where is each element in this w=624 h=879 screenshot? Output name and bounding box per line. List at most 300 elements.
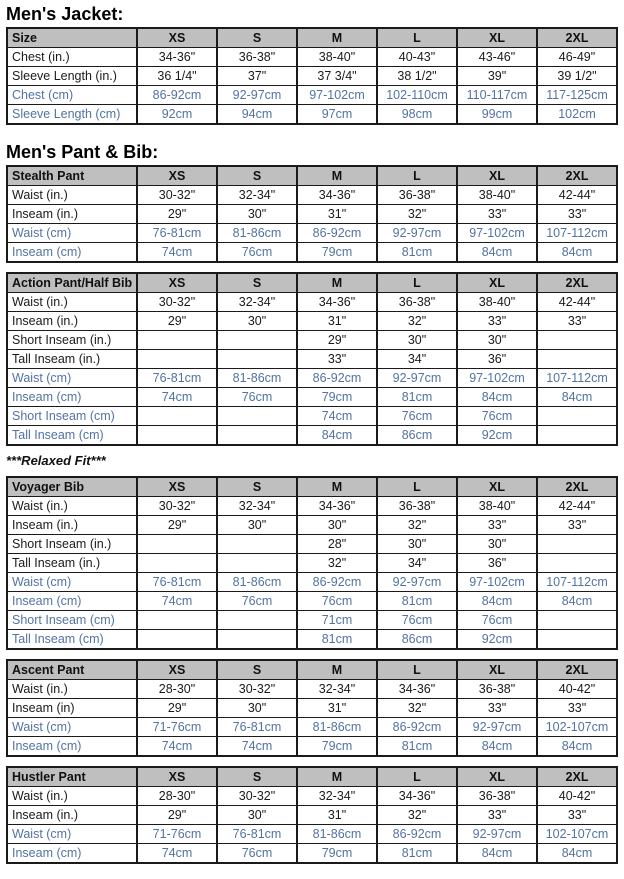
value-cell (217, 554, 297, 573)
value-cell: 92cm (137, 105, 217, 125)
value-cell: 28" (297, 535, 377, 554)
row-label: Tall Inseam (cm) (7, 630, 137, 650)
row-label: Waist (cm) (7, 573, 137, 592)
row-label: Sleeve Length (in.) (7, 67, 137, 86)
header-row (7, 273, 617, 293)
value-cell: 33" (457, 806, 537, 825)
value-cell: 76-81cm (137, 369, 217, 388)
table-title-cell: Action Pant/Half Bib (7, 273, 137, 293)
value-cell: 76-81cm (137, 573, 217, 592)
value-cell: 32-34" (217, 497, 297, 516)
value-cell: 34-36" (297, 497, 377, 516)
value-cell: 29" (137, 516, 217, 535)
row-label: Waist (cm) (7, 224, 137, 243)
value-cell (537, 611, 617, 630)
value-cell: 84cm (457, 844, 537, 864)
table-row (7, 497, 617, 516)
table-row (7, 787, 617, 806)
value-cell: 84cm (457, 737, 537, 757)
value-cell: 81-86cm (217, 224, 297, 243)
value-cell: 92-97cm (377, 369, 457, 388)
value-cell: 34-36" (137, 48, 217, 67)
value-cell: 31" (297, 806, 377, 825)
value-cell: 36" (457, 350, 537, 369)
row-label: Chest (cm) (7, 86, 137, 105)
value-cell: 74cm (297, 407, 377, 426)
size-column-header-s: S (217, 273, 297, 293)
size-column-header-m: M (297, 273, 377, 293)
table-row (7, 573, 617, 592)
relaxed-fit-note: ***Relaxed Fit*** (6, 453, 106, 468)
section-title: Men's Jacket: (6, 4, 124, 24)
value-cell: 76cm (217, 388, 297, 407)
size-column-header-l: L (377, 273, 457, 293)
value-cell: 84cm (537, 388, 617, 407)
row-label: Inseam (in.) (7, 312, 137, 331)
value-cell: 86cm (377, 426, 457, 446)
size-column-header-s: S (217, 767, 297, 787)
value-cell: 92-97cm (457, 825, 537, 844)
value-cell: 38-40" (457, 497, 537, 516)
row-label: Inseam (in.) (7, 516, 137, 535)
value-cell: 29" (137, 312, 217, 331)
row-label: Inseam (in.) (7, 806, 137, 825)
row-label: Short Inseam (cm) (7, 611, 137, 630)
value-cell: 102-107cm (537, 825, 617, 844)
value-cell: 32" (377, 205, 457, 224)
value-cell (537, 407, 617, 426)
value-cell: 29" (297, 331, 377, 350)
value-cell: 81-86cm (297, 718, 377, 737)
value-cell (137, 611, 217, 630)
table-row (7, 369, 617, 388)
size-column-header-s: S (217, 28, 297, 48)
value-cell: 30-32" (137, 293, 217, 312)
table-row (7, 680, 617, 699)
value-cell: 86-92cm (297, 224, 377, 243)
value-cell: 42-44" (537, 293, 617, 312)
size-column-header-m: M (297, 477, 377, 497)
row-label: Short Inseam (in.) (7, 535, 137, 554)
value-cell: 31" (297, 699, 377, 718)
value-cell: 79cm (297, 243, 377, 263)
size-column-header-xs: XS (137, 767, 217, 787)
value-cell (537, 331, 617, 350)
size-column-header-xs: XS (137, 166, 217, 186)
value-cell (217, 630, 297, 650)
size-column-header-xl: XL (457, 767, 537, 787)
value-cell (217, 331, 297, 350)
value-cell: 33" (457, 699, 537, 718)
value-cell: 97cm (297, 105, 377, 125)
value-cell: 97-102cm (457, 224, 537, 243)
row-label: Short Inseam (cm) (7, 407, 137, 426)
value-cell: 74cm (137, 737, 217, 757)
value-cell: 84cm (537, 737, 617, 757)
size-column-header-xs: XS (137, 477, 217, 497)
value-cell: 71cm (297, 611, 377, 630)
value-cell: 29" (137, 699, 217, 718)
value-cell: 40-42" (537, 680, 617, 699)
value-cell: 71-76cm (137, 718, 217, 737)
size-column-header-xs: XS (137, 273, 217, 293)
value-cell: 81cm (297, 630, 377, 650)
value-cell: 81cm (377, 592, 457, 611)
value-cell: 36-38" (457, 787, 537, 806)
size-column-header-l: L (377, 28, 457, 48)
row-label: Waist (cm) (7, 718, 137, 737)
row-label: Inseam (cm) (7, 592, 137, 611)
size-table-stealth-pant (6, 165, 618, 263)
value-cell: 76-81cm (137, 224, 217, 243)
size-column-header-m: M (297, 28, 377, 48)
value-cell: 74cm (217, 737, 297, 757)
table-row (7, 825, 617, 844)
header-row (7, 660, 617, 680)
value-cell: 79cm (297, 388, 377, 407)
table-title-cell: Stealth Pant (7, 166, 137, 186)
value-cell: 107-112cm (537, 369, 617, 388)
value-cell (217, 350, 297, 369)
value-cell: 29" (137, 205, 217, 224)
value-cell: 84cm (537, 243, 617, 263)
value-cell: 34-36" (297, 293, 377, 312)
value-cell: 86-92cm (377, 825, 457, 844)
value-cell: 30-32" (137, 497, 217, 516)
row-label: Waist (in.) (7, 680, 137, 699)
table-row (7, 535, 617, 554)
row-label: Inseam (in.) (7, 205, 137, 224)
value-cell: 117-125cm (537, 86, 617, 105)
value-cell: 30" (217, 516, 297, 535)
value-cell: 40-42" (537, 787, 617, 806)
value-cell: 92-97cm (457, 718, 537, 737)
value-cell: 39" (457, 67, 537, 86)
value-cell: 36-38" (377, 497, 457, 516)
value-cell (137, 407, 217, 426)
value-cell: 30-32" (217, 787, 297, 806)
row-label: Waist (in.) (7, 186, 137, 205)
value-cell: 32" (377, 806, 457, 825)
value-cell: 33" (537, 312, 617, 331)
value-cell: 81cm (377, 737, 457, 757)
value-cell: 92-97cm (377, 573, 457, 592)
value-cell: 94cm (217, 105, 297, 125)
row-label: Inseam (cm) (7, 243, 137, 263)
size-column-header-s: S (217, 660, 297, 680)
row-label: Tall Inseam (in.) (7, 350, 137, 369)
value-cell: 32" (377, 699, 457, 718)
table-row (7, 806, 617, 825)
row-label: Inseam (in) (7, 699, 137, 718)
value-cell: 32" (377, 516, 457, 535)
value-cell: 92cm (457, 426, 537, 446)
size-column-header-2xl: 2XL (537, 767, 617, 787)
value-cell: 74cm (137, 243, 217, 263)
value-cell: 33" (537, 806, 617, 825)
value-cell (137, 554, 217, 573)
row-label: Waist (in.) (7, 293, 137, 312)
row-label: Tall Inseam (in.) (7, 554, 137, 573)
size-table-action-pant-half-bib (6, 272, 618, 446)
value-cell: 30-32" (217, 680, 297, 699)
value-cell: 86-92cm (137, 86, 217, 105)
value-cell: 34-36" (297, 186, 377, 205)
size-column-header-s: S (217, 166, 297, 186)
value-cell: 43-46" (457, 48, 537, 67)
value-cell: 34-36" (377, 680, 457, 699)
value-cell: 86cm (377, 630, 457, 650)
value-cell: 38-40" (457, 293, 537, 312)
value-cell: 76-81cm (217, 718, 297, 737)
value-cell: 38-40" (457, 186, 537, 205)
value-cell: 33" (537, 699, 617, 718)
value-cell: 76cm (457, 611, 537, 630)
value-cell: 76cm (457, 407, 537, 426)
size-table-voyager-bib (6, 476, 618, 650)
size-column-header-2xl: 2XL (537, 273, 617, 293)
value-cell: 86-92cm (297, 573, 377, 592)
value-cell (217, 407, 297, 426)
value-cell: 33" (457, 205, 537, 224)
value-cell: 84cm (457, 243, 537, 263)
value-cell (537, 350, 617, 369)
value-cell: 81-86cm (217, 369, 297, 388)
value-cell: 97-102cm (297, 86, 377, 105)
value-cell: 36-38" (217, 48, 297, 67)
row-label: Inseam (cm) (7, 737, 137, 757)
value-cell: 32" (297, 554, 377, 573)
value-cell: 33" (297, 350, 377, 369)
header-row (7, 28, 617, 48)
row-label: Chest (in.) (7, 48, 137, 67)
table-row (7, 350, 617, 369)
value-cell: 31" (297, 205, 377, 224)
table-row (7, 737, 617, 757)
size-column-header-2xl: 2XL (537, 660, 617, 680)
value-cell: 42-44" (537, 186, 617, 205)
value-cell: 40-43" (377, 48, 457, 67)
value-cell (137, 630, 217, 650)
value-cell: 33" (537, 205, 617, 224)
value-cell: 30" (377, 535, 457, 554)
value-cell: 107-112cm (537, 224, 617, 243)
table-row (7, 224, 617, 243)
value-cell: 37 3/4" (297, 67, 377, 86)
size-chart-document (6, 4, 618, 864)
value-cell: 76-81cm (217, 825, 297, 844)
table-row (7, 205, 617, 224)
value-cell: 86-92cm (377, 718, 457, 737)
value-cell (137, 426, 217, 446)
value-cell: 37" (217, 67, 297, 86)
table-row (7, 243, 617, 263)
value-cell: 30" (457, 535, 537, 554)
size-column-header-l: L (377, 166, 457, 186)
value-cell: 29" (137, 806, 217, 825)
table-row (7, 630, 617, 650)
value-cell (537, 426, 617, 446)
size-column-header-2xl: 2XL (537, 477, 617, 497)
value-cell: 42-44" (537, 497, 617, 516)
value-cell: 84cm (537, 844, 617, 864)
row-label: Waist (cm) (7, 369, 137, 388)
value-cell: 76cm (297, 592, 377, 611)
value-cell: 34-36" (377, 787, 457, 806)
value-cell: 30" (377, 331, 457, 350)
row-label: Waist (in.) (7, 787, 137, 806)
section-men-s-jacket (6, 4, 618, 125)
size-column-header-m: M (297, 660, 377, 680)
value-cell: 30" (217, 699, 297, 718)
value-cell (137, 350, 217, 369)
row-label: Sleeve Length (cm) (7, 105, 137, 125)
table-row (7, 67, 617, 86)
value-cell: 33" (457, 516, 537, 535)
value-cell: 30" (297, 516, 377, 535)
value-cell: 30" (457, 331, 537, 350)
value-cell: 28-30" (137, 680, 217, 699)
value-cell: 81cm (377, 844, 457, 864)
table-row (7, 105, 617, 125)
value-cell: 92cm (457, 630, 537, 650)
value-cell: 74cm (137, 592, 217, 611)
size-column-header-xl: XL (457, 166, 537, 186)
section-title: Men's Pant & Bib: (6, 142, 159, 162)
size-column-header-xl: XL (457, 28, 537, 48)
value-cell: 107-112cm (537, 573, 617, 592)
value-cell: 81cm (377, 388, 457, 407)
value-cell: 32" (377, 312, 457, 331)
size-column-header-xl: XL (457, 273, 537, 293)
value-cell: 86-92cm (297, 369, 377, 388)
value-cell (217, 535, 297, 554)
value-cell (537, 630, 617, 650)
value-cell: 76cm (217, 592, 297, 611)
value-cell: 74cm (137, 388, 217, 407)
row-label: Inseam (cm) (7, 388, 137, 407)
value-cell: 36-38" (457, 680, 537, 699)
table-title-cell: Ascent Pant (7, 660, 137, 680)
value-cell: 39 1/2" (537, 67, 617, 86)
value-cell (537, 535, 617, 554)
value-cell (217, 426, 297, 446)
value-cell: 36-38" (377, 186, 457, 205)
table-row (7, 186, 617, 205)
table-row (7, 331, 617, 350)
table-row (7, 844, 617, 864)
table-row (7, 48, 617, 67)
row-label: Inseam (cm) (7, 844, 137, 864)
value-cell: 71-76cm (137, 825, 217, 844)
value-cell: 81cm (377, 243, 457, 263)
value-cell: 38 1/2" (377, 67, 457, 86)
value-cell: 102-107cm (537, 718, 617, 737)
value-cell: 92-97cm (377, 224, 457, 243)
value-cell: 79cm (297, 737, 377, 757)
value-cell (537, 554, 617, 573)
table-row (7, 407, 617, 426)
value-cell: 81-86cm (297, 825, 377, 844)
value-cell: 32-34" (297, 787, 377, 806)
table-row (7, 388, 617, 407)
row-label: Tall Inseam (cm) (7, 426, 137, 446)
value-cell: 84cm (457, 388, 537, 407)
value-cell: 76cm (217, 844, 297, 864)
value-cell: 28-30" (137, 787, 217, 806)
value-cell: 38-40" (297, 48, 377, 67)
value-cell: 99cm (457, 105, 537, 125)
header-row (7, 477, 617, 497)
value-cell: 76cm (377, 407, 457, 426)
value-cell: 79cm (297, 844, 377, 864)
table-row (7, 592, 617, 611)
value-cell: 102cm (537, 105, 617, 125)
row-label: Short Inseam (in.) (7, 331, 137, 350)
table-row (7, 516, 617, 535)
value-cell: 36 1/4" (137, 67, 217, 86)
value-cell: 84cm (537, 592, 617, 611)
value-cell: 74cm (137, 844, 217, 864)
size-table-hustler-pant (6, 766, 618, 864)
value-cell: 32-34" (217, 293, 297, 312)
size-column-header-2xl: 2XL (537, 166, 617, 186)
value-cell: 32-34" (217, 186, 297, 205)
value-cell: 32-34" (297, 680, 377, 699)
table-row (7, 312, 617, 331)
value-cell: 31" (297, 312, 377, 331)
table-row (7, 86, 617, 105)
table-row (7, 554, 617, 573)
value-cell: 84cm (297, 426, 377, 446)
value-cell: 102-110cm (377, 86, 457, 105)
value-cell: 34" (377, 554, 457, 573)
value-cell: 110-117cm (457, 86, 537, 105)
header-row (7, 166, 617, 186)
value-cell: 46-49" (537, 48, 617, 67)
table-title-cell: Size (7, 28, 137, 48)
value-cell: 97-102cm (457, 573, 537, 592)
table-title-cell: Hustler Pant (7, 767, 137, 787)
section-men-s-pant-bib (6, 142, 618, 864)
value-cell: 36" (457, 554, 537, 573)
size-table-ascent-pant (6, 659, 618, 757)
size-column-header-s: S (217, 477, 297, 497)
value-cell: 97-102cm (457, 369, 537, 388)
row-label: Waist (in.) (7, 497, 137, 516)
value-cell: 76cm (377, 611, 457, 630)
size-table-size (6, 27, 618, 125)
value-cell: 98cm (377, 105, 457, 125)
size-column-header-l: L (377, 660, 457, 680)
size-column-header-xl: XL (457, 660, 537, 680)
value-cell (217, 611, 297, 630)
value-cell (137, 535, 217, 554)
header-row (7, 767, 617, 787)
size-column-header-m: M (297, 767, 377, 787)
size-column-header-2xl: 2XL (537, 28, 617, 48)
table-row (7, 293, 617, 312)
value-cell: 76cm (217, 243, 297, 263)
size-column-header-l: L (377, 767, 457, 787)
table-row (7, 718, 617, 737)
row-label: Waist (cm) (7, 825, 137, 844)
value-cell: 34" (377, 350, 457, 369)
table-row (7, 611, 617, 630)
value-cell: 30" (217, 806, 297, 825)
table-row (7, 426, 617, 446)
table-row (7, 699, 617, 718)
